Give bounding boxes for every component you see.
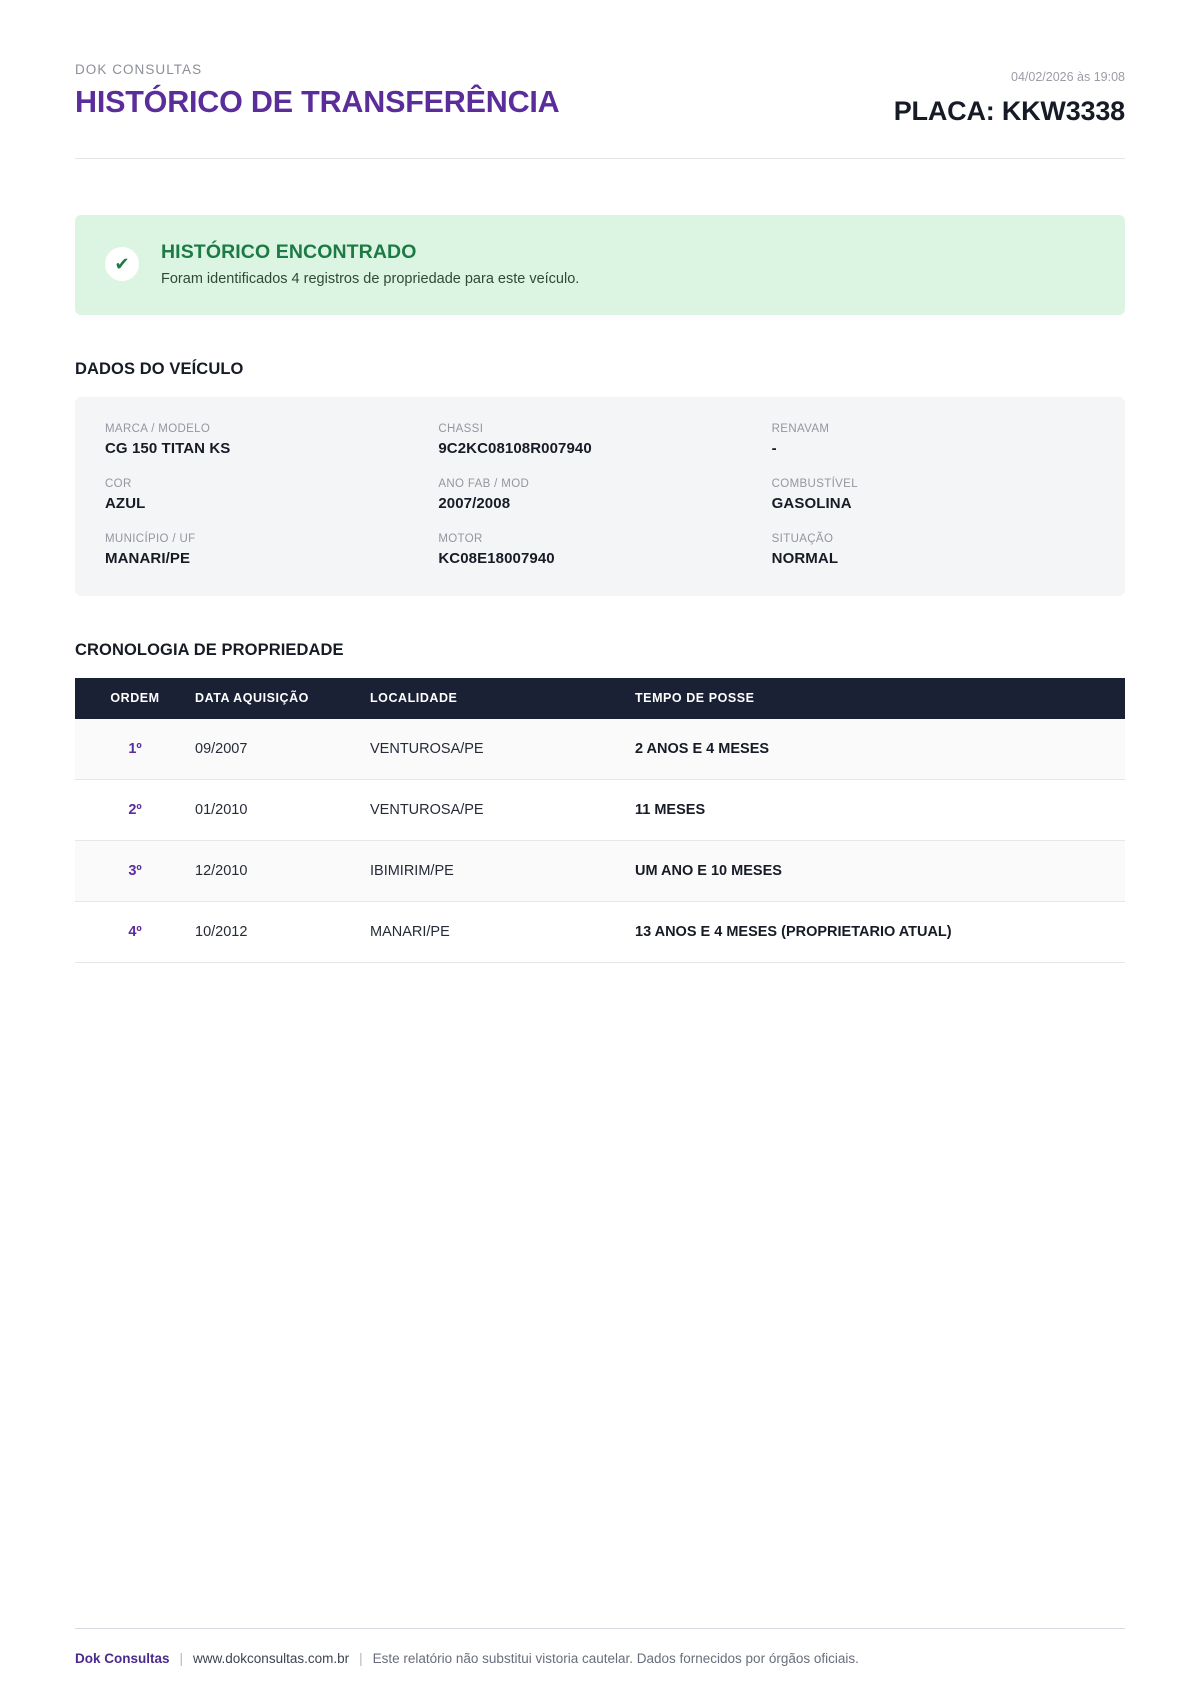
report-timestamp: 04/02/2026 às 19:08 bbox=[1011, 70, 1125, 84]
field-label: MUNICÍPIO / UF bbox=[105, 533, 196, 545]
field-value: GASOLINA bbox=[771, 495, 852, 512]
field-value: NORMAL bbox=[771, 550, 839, 567]
field-value: - bbox=[771, 440, 777, 457]
header-divider bbox=[75, 158, 1125, 159]
field-label: CHASSI bbox=[438, 423, 484, 435]
status-title: HISTÓRICO ENCONTRADO bbox=[161, 241, 417, 263]
plate-number: PLACA: KKW3338 bbox=[893, 96, 1125, 126]
column-header-ordem: ORDEM bbox=[75, 678, 195, 719]
field-label: COR bbox=[105, 478, 132, 490]
field-value: 9C2KC08108R007940 bbox=[438, 440, 592, 457]
timeline-section-title: CRONOLOGIA DE PROPRIEDADE bbox=[75, 641, 344, 659]
field-motor bbox=[438, 533, 761, 568]
page-title: HISTÓRICO DE TRANSFERÊNCIA bbox=[75, 85, 560, 119]
column-header-data-aquisicao: DATA AQUISIÇÃO bbox=[195, 678, 370, 719]
cell-ordem: 1º bbox=[75, 719, 195, 780]
field-label: ANO FAB / MOD bbox=[438, 478, 530, 490]
field-municipio-uf bbox=[105, 533, 428, 568]
cell-data: 01/2010 bbox=[195, 780, 370, 841]
footer-website[interactable]: www.dokconsultas.com.br bbox=[193, 1651, 350, 1666]
cell-tempo: 13 ANOS E 4 MESES (PROPRIETARIO ATUAL) bbox=[635, 902, 1125, 963]
footer-separator: | bbox=[359, 1651, 363, 1666]
field-cor bbox=[105, 478, 428, 513]
report-footer bbox=[75, 1628, 1125, 1696]
table-row bbox=[75, 780, 1125, 841]
status-subtitle: Foram identificados 4 registros de propriedade para este veículo. bbox=[161, 271, 580, 287]
field-label: COMBUSTÍVEL bbox=[771, 478, 858, 490]
vehicle-data-card bbox=[75, 397, 1125, 596]
field-label: MARCA / MODELO bbox=[105, 423, 211, 435]
cell-data: 09/2007 bbox=[195, 719, 370, 780]
cell-localidade: MANARI/PE bbox=[370, 902, 635, 963]
status-banner bbox=[75, 215, 1125, 315]
cell-ordem: 2º bbox=[75, 780, 195, 841]
footer-disclaimer: Este relatório não substitui vistoria cautelar. Dados fornecidos por órgãos oficiais. bbox=[372, 1651, 859, 1666]
check-glyph: ✔ bbox=[114, 254, 130, 274]
header-right bbox=[894, 62, 1125, 127]
footer-separator: | bbox=[179, 1651, 184, 1666]
field-label: SITUAÇÃO bbox=[771, 533, 834, 545]
field-renavam bbox=[772, 423, 1095, 458]
table-row bbox=[75, 719, 1125, 780]
cell-localidade: IBIMIRIM/PE bbox=[370, 841, 635, 902]
cell-tempo: 2 ANOS E 4 MESES bbox=[635, 719, 1125, 780]
footer-brand: Dok Consultas bbox=[75, 1651, 170, 1666]
field-value: CG 150 TITAN KS bbox=[105, 440, 231, 457]
page-spacer bbox=[75, 963, 1125, 1628]
cell-ordem: 3º bbox=[75, 841, 195, 902]
cell-localidade: VENTUROSA/PE bbox=[370, 719, 635, 780]
field-value: KC08E18007940 bbox=[438, 550, 555, 567]
field-label: RENAVAM bbox=[771, 423, 830, 435]
header-left bbox=[75, 62, 560, 120]
field-chassi bbox=[438, 423, 761, 458]
field-value: AZUL bbox=[105, 495, 146, 512]
ownership-timeline-table bbox=[75, 678, 1125, 963]
field-label: MOTOR bbox=[438, 533, 483, 545]
field-situacao bbox=[772, 533, 1095, 568]
cell-tempo: UM ANO E 10 MESES bbox=[635, 841, 1125, 902]
status-text bbox=[161, 241, 579, 287]
table-head bbox=[75, 678, 1125, 719]
field-value: 2007/2008 bbox=[438, 495, 511, 512]
cell-ordem: 4º bbox=[75, 902, 195, 963]
report-header bbox=[75, 0, 1125, 127]
company-brand: DOK CONSULTAS bbox=[75, 62, 203, 77]
table-row bbox=[75, 841, 1125, 902]
cell-data: 12/2010 bbox=[195, 841, 370, 902]
cell-localidade: VENTUROSA/PE bbox=[370, 780, 635, 841]
field-combustivel bbox=[772, 478, 1095, 513]
field-ano-fab-mod bbox=[438, 478, 761, 513]
field-marca-modelo bbox=[105, 423, 428, 458]
cell-data: 10/2012 bbox=[195, 902, 370, 963]
table-row bbox=[75, 902, 1125, 963]
column-header-tempo-de-posse: TEMPO DE POSSE bbox=[635, 678, 1125, 719]
column-header-localidade: LOCALIDADE bbox=[370, 678, 635, 719]
vehicle-section-title: DADOS DO VEÍCULO bbox=[75, 360, 244, 378]
table-header-row bbox=[75, 678, 1125, 719]
table-body bbox=[75, 719, 1125, 963]
field-value: MANARI/PE bbox=[105, 550, 191, 567]
check-icon bbox=[105, 247, 139, 281]
cell-tempo: 11 MESES bbox=[635, 780, 1125, 841]
